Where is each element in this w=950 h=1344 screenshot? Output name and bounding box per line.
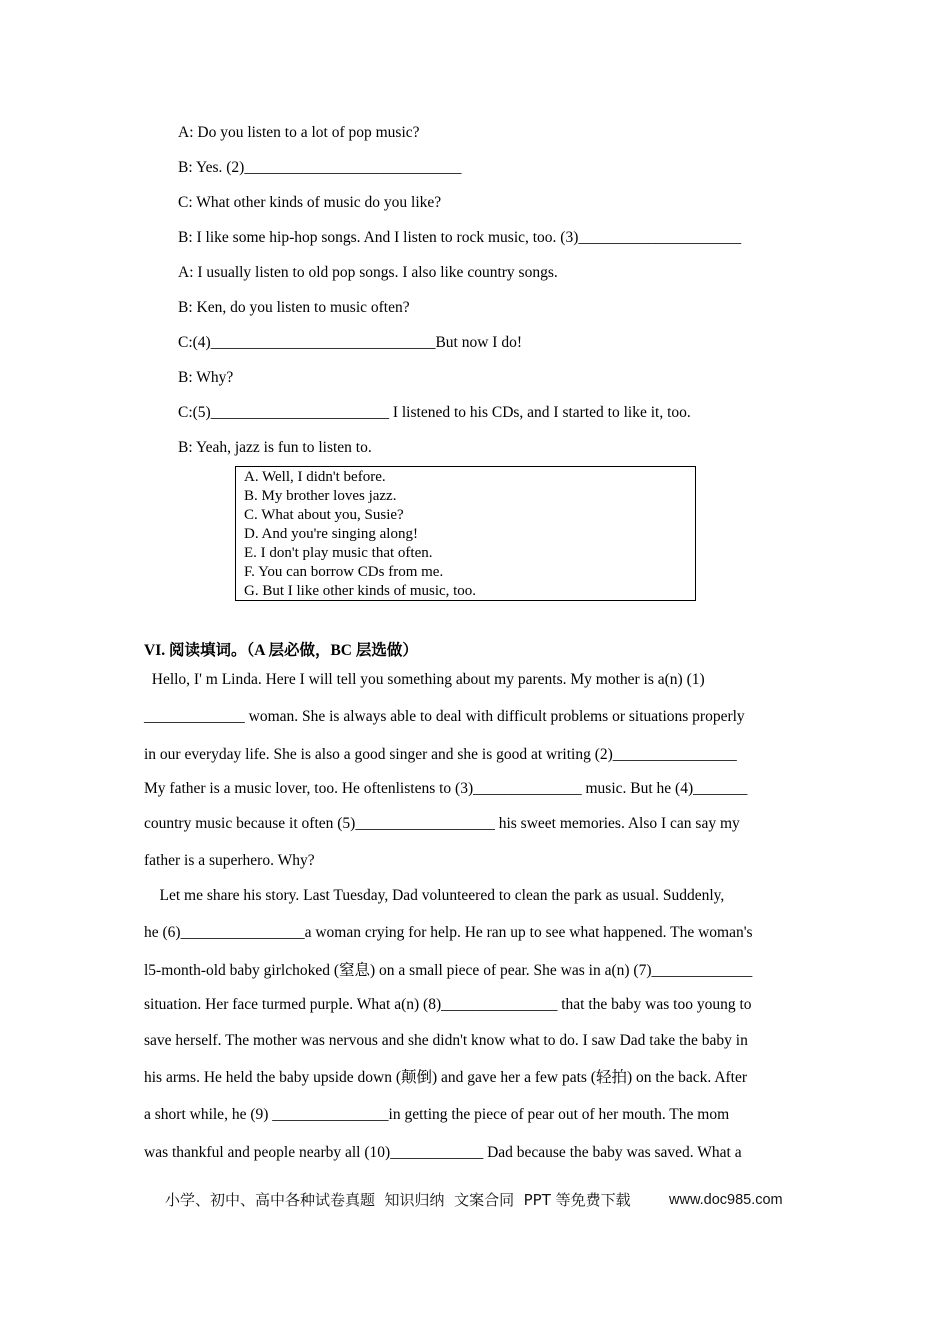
footer-url[interactable]: www.doc985.com bbox=[669, 1192, 783, 1208]
passage-line-4: My father is a music lover, too. He oftenlistens to (3)______________ music. But he (4)_______ bbox=[144, 780, 748, 797]
dialogue-line-5: A: I usually listen to old pop songs. I also like country songs. bbox=[178, 264, 558, 281]
dialogue-line-1: A: Do you listen to a lot of pop music? bbox=[178, 124, 420, 141]
dialogue-line-2: B: Yes. (2)____________________________ bbox=[178, 159, 462, 176]
option-c: C. What about you, Susie? bbox=[244, 507, 404, 523]
option-a: A. Well, I didn't before. bbox=[244, 469, 386, 485]
passage-line-10: situation. Her face turmed purple. What a(n) (8)_______________ that the baby was too young to bbox=[144, 996, 752, 1013]
passage-line-9: l5-month-old baby girlchoked (窒息) on a small piece of pear. She was in a(n) (7)_____________ bbox=[144, 962, 753, 979]
option-d: D. And you're singing along! bbox=[244, 526, 418, 542]
dialogue-line-3: C: What other kinds of music do you like? bbox=[178, 194, 442, 211]
dialogue-line-7: C:(4)_____________________________But now I do! bbox=[178, 334, 523, 351]
dialogue-line-10: B: Yeah, jazz is fun to listen to. bbox=[178, 439, 372, 456]
passage-line-5: country music because it often (5)__________________ his sweet memories. Also I can say my bbox=[144, 815, 740, 832]
dialogue-line-6: B: Ken, do you listen to music often? bbox=[178, 299, 410, 316]
dialogue-line-8: B: Why? bbox=[178, 369, 234, 386]
dialogue-line-9: C:(5)_______________________ I listened to his CDs, and I started to like it, too. bbox=[178, 404, 691, 421]
passage-line-8: he (6)________________a woman crying for help. He ran up to see what happened. The woman's bbox=[144, 924, 753, 941]
passage-line-12: his arms. He held the baby upside down (颠倒) and gave her a few pats (轻拍) on the back. After bbox=[144, 1069, 748, 1086]
options-box bbox=[235, 466, 696, 601]
option-f: F. You can borrow CDs from me. bbox=[244, 564, 444, 580]
option-g: G. But I like other kinds of music, too. bbox=[244, 583, 477, 599]
passage-line-3: in our everyday life. She is also a good singer and she is good at writing (2)________________ bbox=[144, 746, 737, 763]
passage-line-13: a short while, he (9) _______________in getting the piece of pear out of her mouth. The mom bbox=[144, 1106, 730, 1123]
dialogue-line-4: B: I like some hip-hop songs. And I listen to rock music, too. (3)_____________________ bbox=[178, 229, 742, 246]
passage-line-11: save herself. The mother was nervous and she didn't know what to do. I saw Dad take the baby in bbox=[144, 1032, 748, 1049]
passage-line-2: _____________ woman. She is always able to deal with difficult problems or situations properly bbox=[144, 708, 745, 725]
passage-line-6: father is a superhero. Why? bbox=[144, 852, 315, 869]
passage-line-7: Let me share his story. Last Tuesday, Dad volunteered to clean the park as usual. Suddenly, bbox=[144, 887, 725, 904]
passage-line-1: Hello, I' m Linda. Here I will tell you something about my parents. My mother is a(n) (1) bbox=[144, 671, 705, 688]
passage-line-14: was thankful and people nearby all (10)____________ Dad because the baby was saved. What a bbox=[144, 1144, 742, 1161]
section-title: VI. 阅读填词。（A 层必做，BC 层选做） bbox=[144, 642, 418, 659]
option-e: E. I don't play music that often. bbox=[244, 545, 433, 561]
footer-text: 小学、初中、高中各种试卷真题 知识归纳 文案合同 PPT 等免费下载 bbox=[165, 1191, 631, 1209]
option-b: B. My brother loves jazz. bbox=[244, 488, 397, 504]
